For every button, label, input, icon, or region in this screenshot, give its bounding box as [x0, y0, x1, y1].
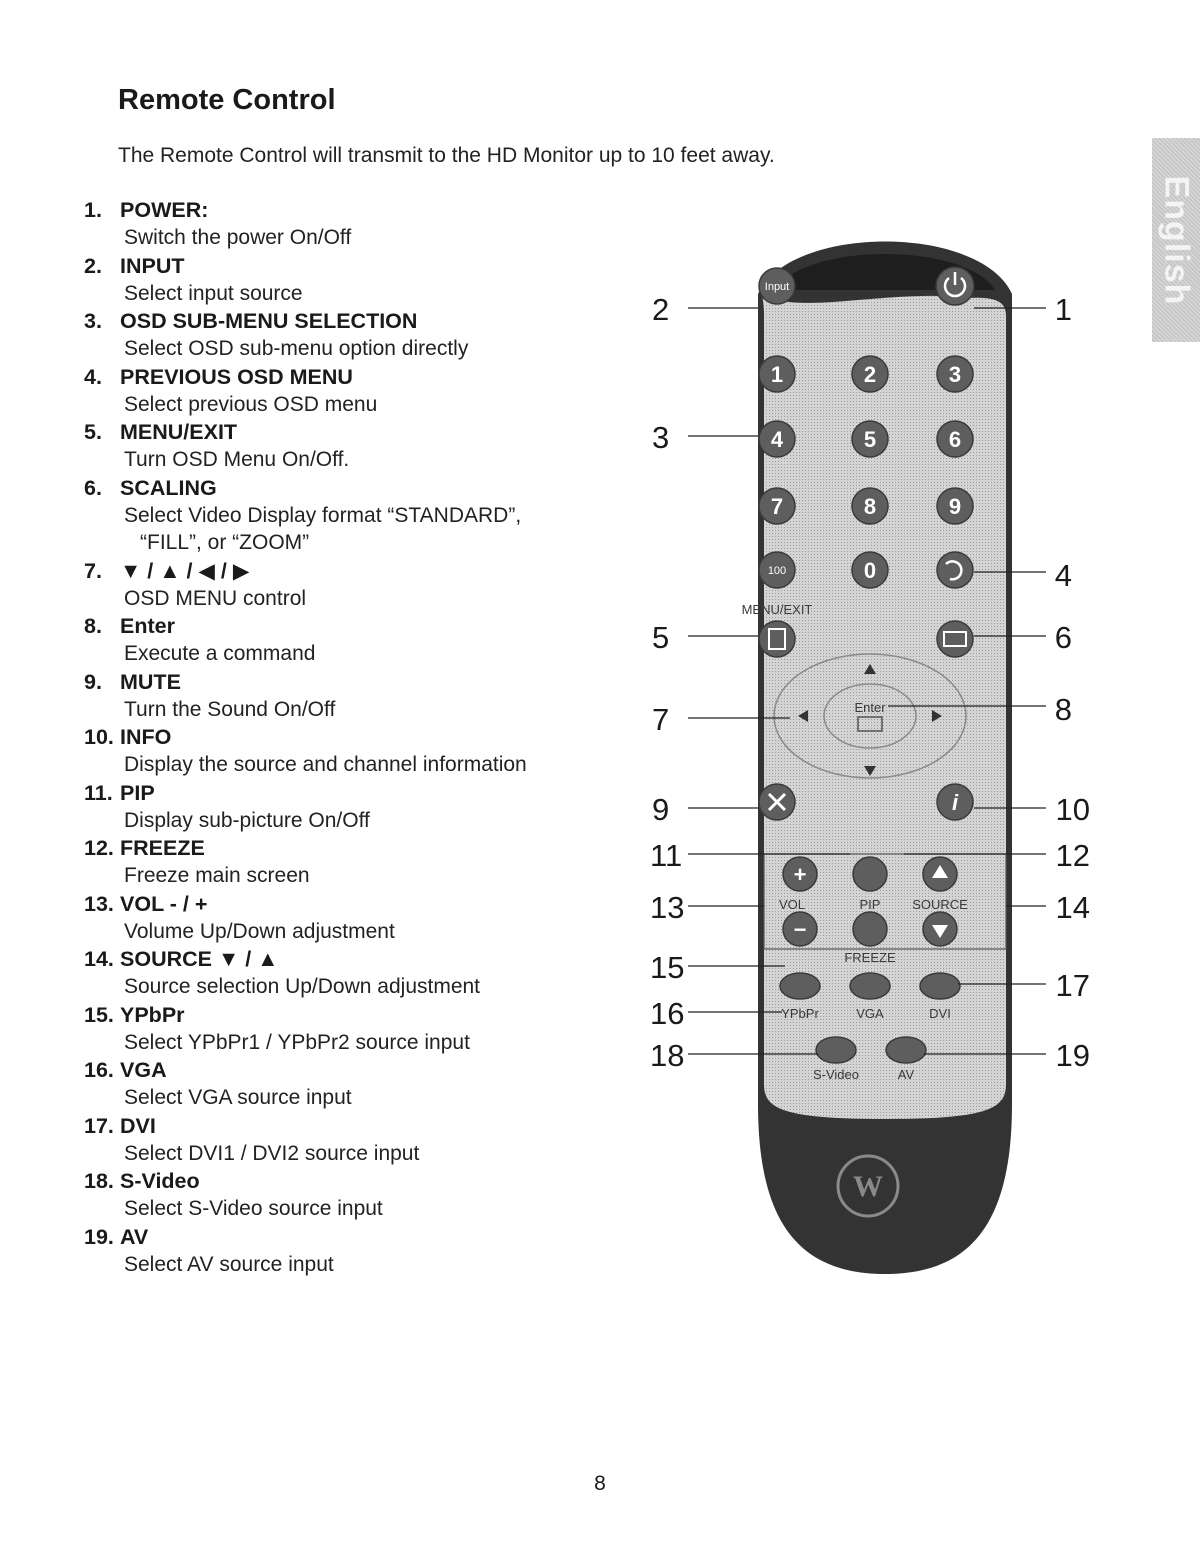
list-item: [84, 668, 644, 724]
callout-number: 4: [1054, 558, 1072, 593]
item-heading: [84, 1167, 644, 1195]
language-tab-label: English: [1157, 175, 1196, 305]
list-item: [84, 474, 644, 557]
remote-control-diagram: [640, 224, 1100, 1284]
item-number: 2.: [84, 253, 102, 278]
item-name: DVI: [120, 1113, 156, 1138]
item-name: OSD SUB-MENU SELECTION: [120, 309, 418, 333]
list-item: [84, 834, 644, 890]
item-description: Select OSD sub-menu option directly: [124, 337, 469, 360]
item-number: 6.: [84, 475, 102, 500]
item-name: YPbPr: [120, 1002, 185, 1027]
vga-button: [850, 973, 890, 999]
callout-number: 2: [652, 292, 670, 327]
list-item: [84, 418, 644, 474]
item-description: Volume Up/Down adjustment: [124, 919, 395, 943]
enter-label: Enter: [854, 700, 886, 715]
power-button: [936, 267, 974, 305]
item-number: 1.: [84, 198, 102, 222]
item-heading: [84, 474, 644, 502]
item-name: ▼ / ▲ / ◀ / ▶: [120, 558, 250, 583]
list-item: [84, 723, 644, 779]
callout-number: 10: [1055, 792, 1090, 827]
digit-button-7: [759, 488, 795, 524]
item-number: 10.: [84, 725, 114, 749]
item-number: 12.: [84, 836, 114, 860]
item-description: Select YPbPr1 / YPbPr2 source input: [124, 1030, 470, 1054]
source-up-button: [923, 857, 957, 891]
vol-minus-button: [783, 912, 817, 946]
list-item: [84, 1001, 644, 1057]
menu-exit-button: [759, 621, 795, 657]
digit-button-100: [759, 552, 795, 588]
callout-number: 6: [1054, 620, 1072, 655]
menu-exit-label: MENU/EXIT: [741, 602, 813, 617]
digit-button-5-text: 5: [863, 427, 877, 452]
item-heading: [84, 418, 644, 446]
item-number: 18.: [84, 1169, 114, 1193]
item-number: 19.: [84, 1224, 114, 1249]
page-number: 8: [594, 1472, 606, 1495]
item-heading: [84, 1056, 644, 1084]
item-heading: [84, 196, 644, 224]
item-heading: [84, 307, 644, 335]
item-description: Select S-Video source input: [124, 1197, 383, 1220]
item-heading: [84, 834, 644, 862]
ypbpr-label: YPbPr: [781, 1006, 819, 1021]
pip-label: PIP: [859, 897, 881, 912]
item-name: SCALING: [120, 475, 217, 500]
item-name: S-Video: [120, 1169, 200, 1193]
item-name: Enter: [120, 614, 175, 638]
item-description: Display the source and channel information: [124, 753, 527, 776]
list-item: [84, 1167, 644, 1223]
freeze-button: [853, 912, 887, 946]
digit-button-4-text: 4: [770, 427, 784, 452]
info-icon: i: [951, 790, 959, 815]
item-number: 5.: [84, 420, 102, 444]
info-button: [937, 784, 973, 820]
item-number: 17.: [84, 1113, 114, 1138]
callout-number: 7: [652, 702, 670, 737]
digit-button-6-text: 6: [948, 427, 962, 452]
callout-number: 9: [652, 792, 670, 827]
source-down-button: [923, 912, 957, 946]
item-heading: [84, 668, 644, 696]
item-heading: [84, 557, 644, 585]
intro-text: The Remote Control will transmit to the HD Monitor up to 10 feet away.: [118, 144, 775, 167]
item-description: Select VGA source input: [124, 1086, 352, 1109]
item-description: Execute a command: [124, 642, 316, 665]
av-label: AV: [897, 1067, 915, 1082]
digit-button-8-text: 8: [863, 494, 877, 519]
list-item: [84, 557, 644, 613]
digit-button-2-text: 2: [863, 362, 877, 387]
item-heading: [84, 363, 644, 391]
digit-button-6: [937, 421, 973, 457]
item-name: PREVIOUS OSD MENU: [120, 364, 353, 389]
page-title: Remote Control: [118, 84, 336, 116]
digit-button-7-text: 7: [770, 494, 784, 519]
mute-button: [759, 784, 795, 820]
dvi-button: [920, 973, 960, 999]
item-number: 16.: [84, 1058, 114, 1082]
input-button: [759, 268, 795, 304]
callout-number: 15: [650, 950, 685, 985]
list-item: [84, 1223, 644, 1279]
svideo-button: [816, 1037, 856, 1063]
item-heading: [84, 890, 644, 918]
item-name: INFO: [120, 725, 172, 749]
previous-menu-button: [937, 552, 973, 588]
callout-number: 11: [650, 838, 683, 873]
item-heading: [84, 612, 644, 640]
item-name: AV: [120, 1224, 149, 1249]
item-number: 9.: [84, 669, 102, 694]
item-name: VOL - / +: [120, 891, 208, 916]
item-number: 4.: [84, 364, 102, 389]
item-number: 3.: [84, 309, 102, 333]
item-name: VGA: [120, 1058, 167, 1082]
item-number: 8.: [84, 614, 102, 638]
digit-button-8: [852, 488, 888, 524]
pip-button: [853, 857, 887, 891]
digit-button-1: [759, 356, 795, 392]
vol-label: VOL: [778, 897, 806, 912]
item-number: 14.: [84, 947, 114, 971]
item-heading: [84, 945, 644, 973]
vol-plus-button: [783, 857, 817, 891]
vol-minus-button-text: −: [793, 917, 807, 942]
item-description: “FILL”, or “ZOOM”: [140, 531, 310, 554]
item-name: MENU/EXIT: [120, 420, 238, 444]
digit-button-0-text: 0: [863, 558, 877, 583]
item-heading: [84, 1112, 644, 1140]
callout-number: 3: [652, 420, 670, 455]
callout-number: 13: [650, 890, 685, 925]
item-description: OSD MENU control: [124, 586, 307, 610]
item-number: 11.: [84, 780, 113, 805]
callout-number: 18: [650, 1038, 685, 1073]
item-description: Turn the Sound On/Off: [124, 697, 336, 721]
digit-button-3: [937, 356, 973, 392]
digit-button-5: [852, 421, 888, 457]
item-description: Select input source: [124, 281, 303, 305]
item-name: PIP: [120, 780, 155, 805]
vga-label: VGA: [856, 1006, 884, 1021]
callout-number: 8: [1054, 692, 1072, 727]
list-item: [84, 890, 644, 946]
item-heading: [84, 723, 644, 751]
item-number: 15.: [84, 1002, 114, 1027]
item-name: POWER:: [120, 198, 209, 222]
callout-number: 5: [652, 620, 670, 655]
svg-text:W: W: [853, 1170, 883, 1203]
item-description: Source selection Up/Down adjustment: [124, 975, 481, 998]
item-description: Select AV source input: [124, 1252, 334, 1276]
item-number: 7.: [84, 558, 102, 583]
digit-button-1-text: 1: [770, 362, 784, 387]
digit-button-2: [852, 356, 888, 392]
list-item: [84, 307, 644, 363]
item-description: Display sub-picture On/Off: [124, 808, 370, 832]
list-item: [84, 612, 644, 668]
list-item: [84, 252, 644, 308]
digit-button-9: [937, 488, 973, 524]
item-name: INPUT: [120, 253, 185, 278]
item-name: MUTE: [120, 669, 181, 694]
list-item: [84, 945, 644, 1001]
digit-button-4: [759, 421, 795, 457]
callout-number: 1: [1054, 292, 1072, 327]
dvi-label: DVI: [929, 1006, 951, 1021]
svideo-label: S-Video: [812, 1067, 860, 1082]
list-item: [84, 779, 644, 835]
item-name: SOURCE ▼ / ▲: [120, 947, 279, 971]
digit-button-100-text: 100: [767, 565, 787, 577]
callout-number: 14: [1055, 890, 1090, 925]
item-name: FREEZE: [120, 836, 205, 860]
list-item: [84, 363, 644, 419]
item-description: Select previous OSD menu: [124, 392, 378, 416]
scaling-button: [937, 621, 973, 657]
digit-button-3-text: 3: [948, 362, 962, 387]
language-tab: [1152, 138, 1200, 342]
button-description-list: [84, 196, 644, 1278]
callout-number: 17: [1055, 968, 1090, 1003]
list-item: [84, 196, 644, 252]
item-description: Switch the power On/Off: [124, 226, 352, 249]
item-description: Select DVI1 / DVI2 source input: [124, 1141, 420, 1165]
item-heading: [84, 1223, 644, 1251]
item-description: Freeze main screen: [124, 864, 310, 887]
item-description: Select Video Display format “STANDARD”,: [124, 503, 522, 527]
item-heading: [84, 252, 644, 280]
digit-button-9-text: 9: [948, 494, 962, 519]
freeze-label: FREEZE: [844, 950, 896, 965]
item-heading: [84, 779, 644, 807]
item-heading: [84, 1001, 644, 1029]
input-button-text: Input: [764, 281, 790, 293]
list-item: [84, 1112, 644, 1168]
item-description: Turn OSD Menu On/Off.: [124, 448, 350, 471]
callout-number: 12: [1055, 838, 1090, 873]
digit-button-0: [852, 552, 888, 588]
source-label: SOURCE: [912, 897, 968, 912]
callout-number: 16: [650, 996, 685, 1031]
av-button: [886, 1037, 926, 1063]
callout-number: 19: [1055, 1038, 1090, 1073]
item-number: 13.: [84, 891, 114, 916]
list-item: [84, 1056, 644, 1112]
vol-plus-button-text: +: [793, 862, 807, 887]
ypbpr-button: [780, 973, 820, 999]
